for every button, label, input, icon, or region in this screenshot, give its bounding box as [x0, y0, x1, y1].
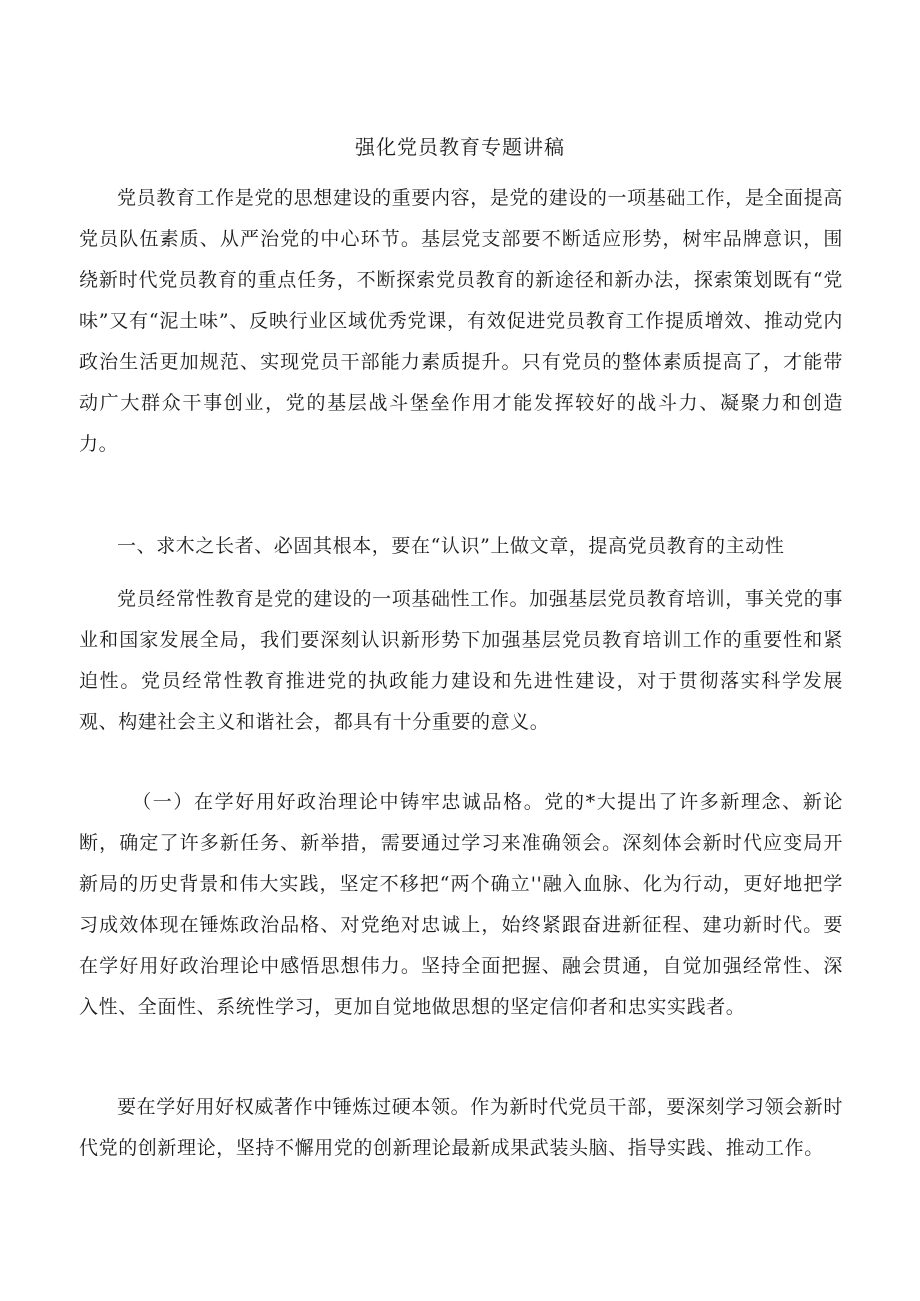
- paragraph-section-1: 党员经常性教育是党的建设的一项基础性工作。加强基层党员教育培训，事关党的事业和国家发展全局，我们要深刻认识新形势下加强基层党员教育培训工作的重要性和紧迫性。党员经常性教育推进党的执政能力建设和先进性建设，对于贯彻落实科学发展观、构建社会主义和谐社会，都具有十分重要的意义。: [79, 588, 843, 733]
- paragraph-intro: 党员教育工作是党的思想建设的重要内容，是党的建设的一项基础工作，是全面提高党员队伍素质、从严治党的中心环节。基层党支部要不断适应形势，树牢品牌意识，围绕新时代党员教育的重点任务，不断探索党员教育的新途径和新办法，探索策划既有“党味”又有“泥土味”、反映行业区域优秀党课，有效促进党员教育工作提质增效、推动党内政治生活更加规范、实现党员干部能力素质提升。只有党员的整体素质提高了，才能带动广大群众干事创业，党的基层战斗堡垒作用才能发挥较好的战斗力、凝聚力和创造力。: [79, 187, 843, 455]
- section-heading-1: 一、求木之长者、必固其根本，要在“认识”上做文章，提高党员教育的主动性: [117, 535, 785, 557]
- document-title: 强化党员教育专题讲稿: [355, 135, 565, 159]
- paragraph-authoritative-works: 要在学好用好权威著作中锤炼过硬本领。作为新时代党员干部，要深刻学习领会新时代党的创新理论，坚持不懈用党的创新理论最新成果武装头脑、指导实践、推动工作。: [79, 1096, 843, 1159]
- paragraph-subsection-1: （一）在学好用好政治理论中铸牢忠诚品格。党的*大提出了许多新理念、新论断，确定了许多新任务、新举措，需要通过学习来准确领会。深刻体会新时代应变局开新局的历史背景和伟大实践，坚定不移把“两个确立''融入血脉、化为行动，更好地把学习成效体现在锤炼政治品格、对党绝对忠诚上，始终紧跟奋进新征程、建功新时代。要在学好用好政治理论中感悟思想伟力。坚持全面把握、融会贯通，自觉加强经常性、深入性、全面性、系统性学习，更加自觉地做思想的坚定信仰者和忠实实践者。: [79, 791, 843, 1018]
